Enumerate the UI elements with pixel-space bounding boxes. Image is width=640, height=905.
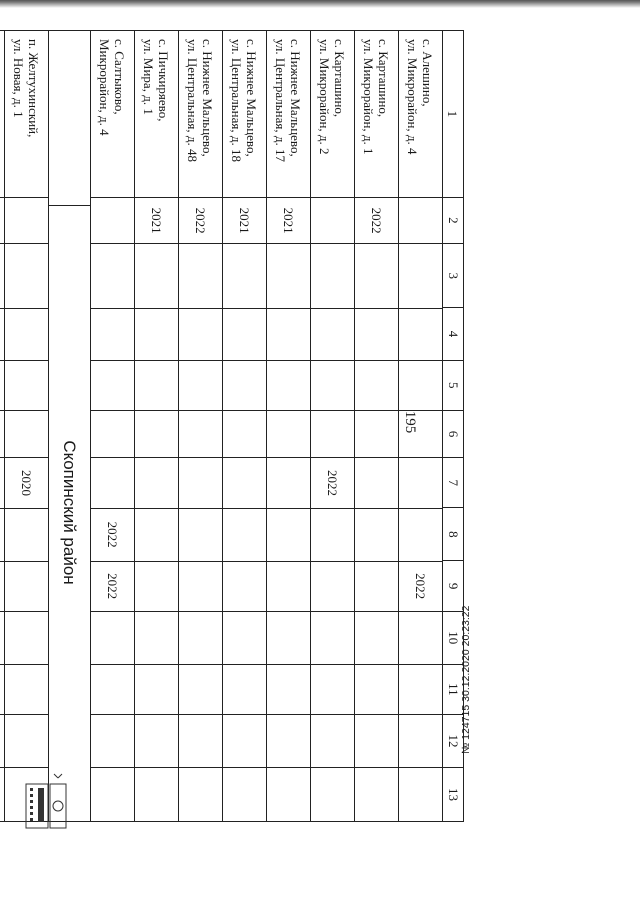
settlement-name: с. Нижнее Мальцево, [244, 39, 260, 157]
settlement-name: с. Алешино, [420, 39, 436, 107]
year-cell [135, 457, 178, 507]
year-cell [0, 664, 4, 714]
year-cell [135, 508, 178, 561]
year-cell: 2022 [179, 197, 222, 243]
year-cell [399, 197, 442, 243]
location-cell [399, 31, 442, 197]
year-cell: 2020 [5, 457, 48, 507]
year-cell: 2021 [135, 197, 178, 243]
year-cell [91, 410, 134, 457]
year-cell [355, 243, 398, 307]
year-cell [135, 360, 178, 410]
year-cell [91, 714, 134, 767]
year-cell [5, 410, 48, 457]
header-cell: 6 [443, 410, 463, 457]
settlement-name: с. Нижнее Мальцево, [200, 39, 216, 157]
street-address: ул. Центральная, д. 18 [229, 39, 245, 162]
year-cell [179, 457, 222, 507]
year-cell [267, 308, 310, 360]
year-cell [223, 360, 266, 410]
settlement-name: с. Нижнее Мальцево, [288, 39, 304, 157]
year-cell [135, 767, 178, 821]
year-cell [223, 308, 266, 360]
table-row [267, 30, 311, 822]
year-cell [91, 197, 134, 243]
year-cell [0, 360, 4, 410]
year-cell [179, 308, 222, 360]
year-cell [5, 561, 48, 611]
year-cell [267, 457, 310, 507]
year-cell [399, 360, 442, 410]
year-cell [0, 767, 4, 821]
year-cell [355, 410, 398, 457]
year-cell [91, 611, 134, 664]
year-cell [223, 561, 266, 611]
year-cell [179, 561, 222, 611]
year-cell [399, 767, 442, 821]
header-cell: 13 [443, 767, 463, 821]
year-cell [0, 561, 4, 611]
year-cell [91, 457, 134, 507]
year-cell: 2022 [91, 561, 134, 611]
year-cell [355, 611, 398, 664]
table-wrapper [11, 30, 464, 820]
year-cell [311, 197, 354, 243]
year-cell [91, 243, 134, 307]
year-cell: 2022 [91, 508, 134, 561]
header-cell: 3 [443, 243, 463, 307]
year-cell [5, 360, 48, 410]
year-cell [91, 664, 134, 714]
year-cell [135, 714, 178, 767]
year-cell [135, 561, 178, 611]
year-cell [135, 611, 178, 664]
table-row [355, 30, 399, 822]
year-cell [311, 767, 354, 821]
year-cell [223, 767, 266, 821]
year-cell [311, 664, 354, 714]
street-address: ул. Микрорайон, д. 1 [361, 39, 377, 155]
year-cell [223, 243, 266, 307]
year-cell [179, 714, 222, 767]
street-address: ул. Центральная, д. 48 [185, 39, 201, 162]
year-cell [355, 561, 398, 611]
year-cell: 2021 [223, 197, 266, 243]
scan-edge [0, 0, 640, 8]
header-cell: 7 [443, 457, 463, 507]
settlement-name: п. Желтухинский, [26, 39, 42, 138]
registration-stamp: № 124715 30.12.2020 20:23:22 [460, 605, 472, 754]
street-address: ул. Микрорайон, д. 4 [405, 39, 421, 155]
year-cell [311, 611, 354, 664]
year-cell [5, 508, 48, 561]
settlement-name: с. Карташино, [332, 39, 348, 118]
year-cell: 2022 [355, 197, 398, 243]
page-number: 195 [402, 410, 418, 434]
year-cell [223, 664, 266, 714]
header-cell: 1 [445, 110, 461, 118]
year-cell [135, 243, 178, 307]
year-cell [179, 243, 222, 307]
header-cell: 9 [443, 560, 463, 610]
year-cell [355, 767, 398, 821]
year-cell [0, 611, 4, 664]
year-cell [135, 410, 178, 457]
section-left-cell [49, 31, 90, 206]
location-cell [135, 31, 178, 197]
year-cell [355, 664, 398, 714]
year-cell [0, 410, 4, 457]
year-cell [267, 767, 310, 821]
year-cell [267, 410, 310, 457]
year-cell [355, 360, 398, 410]
year-cell [135, 308, 178, 360]
year-cell [179, 767, 222, 821]
year-cell [399, 457, 442, 507]
table-row [91, 30, 135, 822]
year-cell [179, 360, 222, 410]
year-cell [179, 664, 222, 714]
year-cell [267, 561, 310, 611]
year-cell [399, 410, 442, 457]
settlement-name: с. Салтыково, [112, 39, 128, 115]
settlement-name: с. Пичкиряево, [156, 39, 172, 122]
table-row [179, 30, 223, 822]
table-row [223, 30, 267, 822]
year-cell [0, 243, 4, 307]
district-section-row [49, 30, 91, 822]
street-address: Микрорайон, д. 4 [97, 39, 113, 136]
table-row [135, 30, 179, 822]
year-cell [179, 611, 222, 664]
header-cell: 4 [443, 307, 463, 359]
location-cell [355, 31, 398, 197]
year-cell [267, 664, 310, 714]
location-cell [179, 31, 222, 197]
year-cell [355, 714, 398, 767]
street-address: ул. Центральная, д. 17 [273, 39, 289, 162]
year-cell [223, 611, 266, 664]
year-cell [399, 308, 442, 360]
document-stamp-icon [22, 766, 72, 836]
location-cell [0, 31, 4, 197]
year-cell [0, 197, 4, 243]
settlement-name: с. Карташино, [376, 39, 392, 118]
year-cell: 2022 [311, 457, 354, 507]
year-cell [355, 457, 398, 507]
year-cell [311, 508, 354, 561]
street-address: ул. Новая, д. 1 [11, 39, 27, 118]
year-cell [0, 714, 4, 767]
location-cell [223, 31, 266, 197]
header-cell: 12 [443, 714, 463, 767]
year-cell [0, 457, 4, 507]
year-cell [311, 410, 354, 457]
year-cell [5, 611, 48, 664]
header-cell: 10 [443, 611, 463, 664]
year-cell [267, 508, 310, 561]
year-cell [267, 243, 310, 307]
street-address: ул. Микрорайон, д. 2 [317, 39, 333, 155]
year-cell [399, 508, 442, 561]
year-cell [399, 664, 442, 714]
year-cell [223, 457, 266, 507]
year-cell [0, 508, 4, 561]
table-row [399, 30, 443, 822]
location-cell [311, 31, 354, 197]
year-cell [179, 508, 222, 561]
year-cell [91, 308, 134, 360]
location-cell [267, 31, 310, 197]
location-cell [5, 31, 48, 197]
year-cell [135, 664, 178, 714]
year-cell [5, 714, 48, 767]
year-cell [311, 243, 354, 307]
district-title: Скопинский район [60, 440, 80, 585]
year-cell [179, 410, 222, 457]
year-cell [223, 410, 266, 457]
year-cell [5, 243, 48, 307]
header-cell: 11 [443, 664, 463, 714]
year-cell [223, 714, 266, 767]
year-cell [311, 360, 354, 410]
year-cell [223, 508, 266, 561]
year-cell [0, 308, 4, 360]
year-cell [267, 611, 310, 664]
year-cell [311, 308, 354, 360]
year-cell [91, 360, 134, 410]
year-cell [5, 664, 48, 714]
table-row [311, 30, 355, 822]
year-cell [267, 360, 310, 410]
year-cell [5, 197, 48, 243]
location-cell [91, 31, 134, 197]
year-cell [399, 611, 442, 664]
data-table [11, 30, 464, 820]
street-address: ул. Мира, д. 1 [141, 39, 157, 115]
year-cell [399, 243, 442, 307]
year-cell [399, 714, 442, 767]
year-cell: 2021 [267, 197, 310, 243]
year-cell [267, 714, 310, 767]
header-cell: 2 [443, 197, 463, 243]
year-cell [311, 714, 354, 767]
district-section [49, 31, 90, 819]
year-cell [355, 508, 398, 561]
table-row [5, 30, 49, 822]
year-cell [91, 767, 134, 821]
year-cell [5, 308, 48, 360]
year-cell [311, 561, 354, 611]
header-cell: 5 [443, 360, 463, 410]
year-cell [355, 308, 398, 360]
header-cell: 8 [443, 507, 463, 560]
year-cell: 2022 [399, 561, 442, 611]
